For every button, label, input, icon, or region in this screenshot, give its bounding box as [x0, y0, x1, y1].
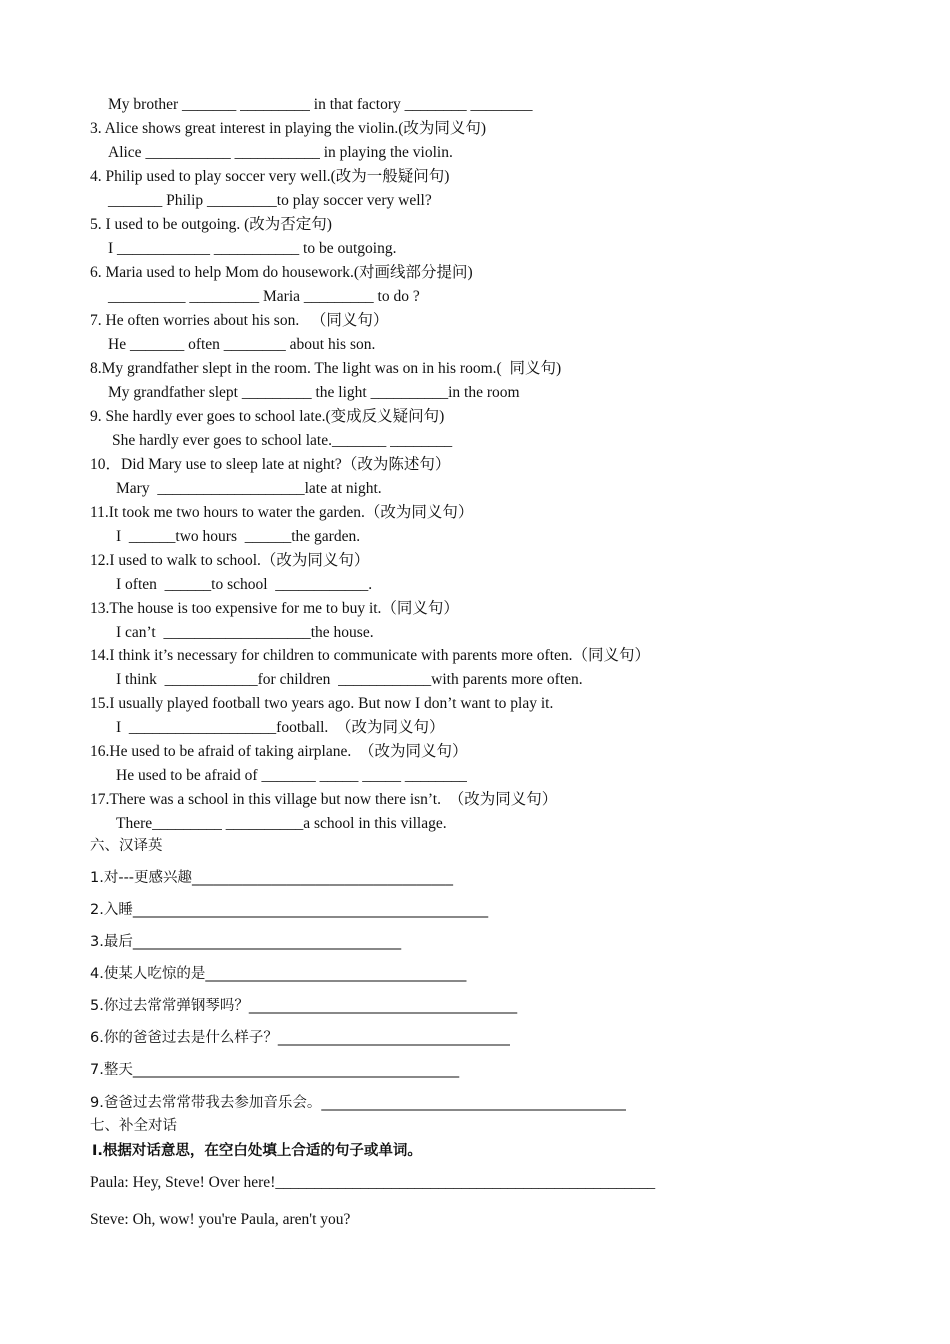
exercise-question-13: 13.The house is too expensive for me to buy it.（同义句） [90, 600, 459, 617]
exercise-answer-line-12: I often ______to school ____________. [116, 576, 373, 593]
translation-item-5: 5.你过去常常弹钢琴吗？_____________________________________ [90, 998, 518, 1014]
exercise-answer-line-7: He _______ often ________ about his son. [108, 336, 376, 353]
exercise-question-12: 12.I used to walk to school.（改为同义句） [90, 552, 370, 569]
section-heading-dialogue: 七、补全对话 [90, 1118, 177, 1134]
translation-item-2: 2.入睡_________________________________________________ [90, 902, 489, 918]
exercise-question-10: 10．Did Mary use to sleep late at night?（改为陈述句） [90, 456, 451, 473]
translation-item-7: 7.整天_____________________________________________ [90, 1062, 460, 1078]
exercise-question-11: 11.It took me two hours to water the garden.（改为同义句） [90, 504, 474, 521]
translation-item-1: 1.对---更感兴趣____________________________________ [90, 870, 454, 886]
exercise-question-14: 14.I think it’s necessary for children to communicate with parents more often.（同义句） [90, 647, 651, 664]
exercise-question-16: 16.He used to be afraid of taking airplane. （改为同义句） [90, 743, 468, 760]
exercise-question-8: 8.My grandfather slept in the room. The light was on in his room.( 同义句) [90, 360, 562, 377]
translation-item-6: 6.你的爸爸过去是什么样子？________________________________ [90, 1030, 510, 1046]
translation-item-4: 4.使某人吃惊的是____________________________________ [90, 966, 467, 982]
exercise-answer-line-8: My grandfather slept _________ the light __________in the room [108, 384, 520, 401]
exercise-answer-line-4: _______ Philip _________to play soccer very well? [108, 192, 432, 209]
exercise-question-5: 5. I used to be outgoing. (改为否定句) [90, 216, 332, 233]
exercise-answer-line-14: I think ____________for children ____________with parents more often. [116, 671, 583, 688]
section-heading-translation: 六、汉译英 [90, 838, 163, 854]
exercise-answer-line-6: __________ _________ Maria _________ to do ? [108, 288, 420, 305]
exercise-answer-line-16: He used to be afraid of _______ _____ _____ ________ [116, 767, 467, 784]
exercise-question-15: 15.I usually played football two years ago. But now I don’t want to play it. [90, 695, 554, 712]
exercise-answer-line-10: Mary ___________________late at night. [116, 480, 382, 497]
exercise-answer-line-11: I ______two hours ______the garden. [116, 528, 361, 545]
dialogue-line-paula: Paula: Hey, Steve! Over here!_________________________________________________ [90, 1174, 656, 1191]
exercise-question-3: 3. Alice shows great interest in playing the violin.(改为同义句) [90, 120, 487, 137]
exercise-answer-line-3: Alice ___________ ___________ in playing the violin. [108, 144, 453, 161]
exercise-answer-line-5: I ____________ ___________ to be outgoing. [108, 240, 397, 257]
translation-item-9: 9.爸爸过去常常带我去参加音乐会。__________________________________________ [90, 1095, 626, 1111]
exercise-answer-line-9: She hardly ever goes to school late._______ ________ [112, 432, 453, 449]
dialogue-instructions: Ⅰ.根据对话意思，在空白处填上合适的句子或单词。 [92, 1143, 422, 1159]
exercise-question-7: 7. He often worries about his son. （同义句） [90, 312, 389, 329]
exercise-question-9: 9. She hardly ever goes to school late.(变成反义疑问句) [90, 408, 445, 425]
exercise-answer-line-15: I ___________________football. （改为同义句） [116, 719, 445, 736]
exercise-answer-line-13: I can’t ___________________the house. [116, 624, 374, 641]
exercise-answer-line-17: There_________ __________a school in this village. [116, 815, 447, 832]
translation-item-3: 3.最后_____________________________________ [90, 934, 402, 950]
dialogue-line-steve: Steve: Oh, wow! you're Paula, aren't you? [90, 1211, 351, 1228]
exercise-question-4: 4. Philip used to play soccer very well.(改为一般疑问句) [90, 168, 450, 185]
exercise-question-17: 17.There was a school in this village but now there isn’t. （改为同义句） [90, 791, 558, 808]
exercise-question-6: 6. Maria used to help Mom do housework.(对画线部分提问) [90, 264, 473, 281]
exercise-answer-line-2: My brother _______ _________ in that factory ________ ________ [108, 96, 533, 113]
